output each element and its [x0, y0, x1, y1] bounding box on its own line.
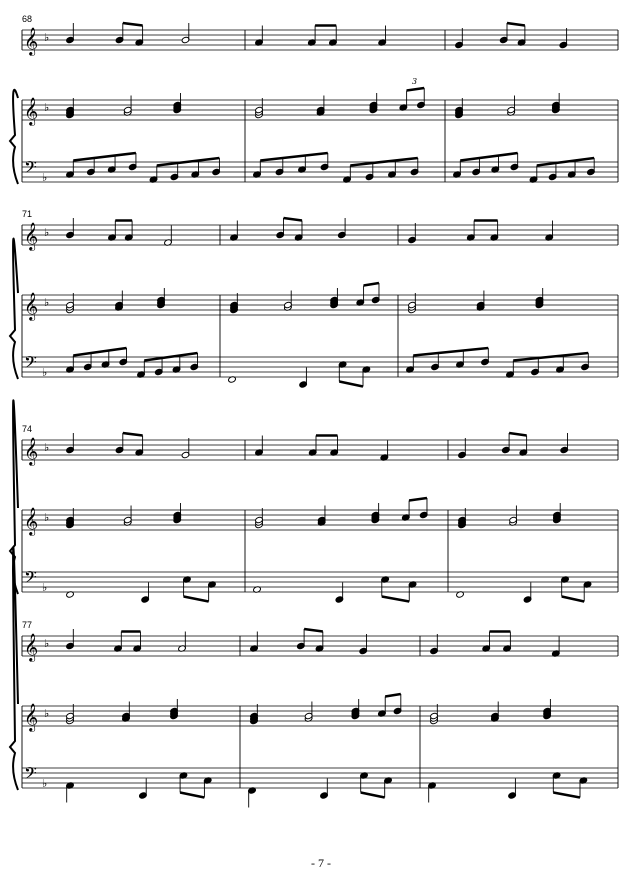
tuplet-number: 3	[412, 77, 418, 86]
beam	[509, 433, 527, 436]
bass-clef: 𝄢	[24, 763, 37, 787]
beam	[304, 629, 323, 632]
beam	[407, 88, 425, 91]
measure-number: 74	[22, 424, 33, 434]
system-2	[10, 209, 618, 388]
flat-sign: ♭	[42, 777, 48, 790]
system-3	[10, 400, 618, 603]
bass-clef: 𝄢	[24, 157, 37, 181]
piano-brace	[10, 90, 18, 184]
beam	[184, 597, 209, 602]
beam	[562, 597, 585, 602]
piano-brace	[10, 239, 18, 379]
flat-sign: ♭	[44, 441, 50, 454]
treble-clef: 𝄞	[24, 507, 39, 535]
flat-sign: ♭	[44, 101, 50, 114]
beam	[553, 793, 580, 798]
flat-sign: ♭	[44, 707, 50, 720]
beam	[123, 433, 143, 436]
flat-sign: ♭	[42, 581, 48, 594]
beam	[361, 793, 385, 798]
beam	[73, 153, 136, 161]
beam	[413, 348, 488, 356]
measure-number: 68	[22, 14, 33, 24]
measure-number: 77	[22, 620, 33, 630]
beam	[409, 498, 427, 501]
beam	[73, 348, 126, 356]
system-1	[10, 14, 618, 184]
flat-sign: ♭	[44, 31, 50, 44]
treble-clef: 𝄞	[24, 27, 39, 55]
flat-sign: ♭	[44, 226, 50, 239]
beam	[260, 153, 328, 161]
flat-sign: ♭	[42, 171, 48, 184]
treble-clef: 𝄞	[24, 633, 39, 661]
beam	[339, 382, 363, 387]
measure-number: 71	[22, 209, 33, 219]
treble-clef: 𝄞	[24, 97, 39, 125]
beam	[507, 23, 525, 26]
beam	[364, 283, 379, 286]
flat-sign: ♭	[44, 637, 50, 650]
treble-clef: 𝄞	[24, 222, 39, 250]
treble-clef: 𝄞	[24, 292, 39, 320]
bass-clef: 𝄢	[24, 352, 37, 376]
bass-clef: 𝄢	[24, 567, 37, 591]
treble-clef: 𝄞	[24, 437, 39, 465]
system-4	[10, 548, 618, 808]
flat-sign: ♭	[44, 296, 50, 309]
page-number: - 7 -	[311, 856, 331, 870]
beam	[123, 23, 143, 26]
flat-sign: ♭	[44, 511, 50, 524]
beam	[382, 597, 409, 602]
beam	[385, 694, 401, 697]
flat-sign: ♭	[42, 366, 48, 379]
beam	[460, 153, 517, 161]
treble-clef: 𝄞	[24, 703, 39, 731]
piano-brace	[10, 548, 18, 790]
beam	[284, 218, 302, 221]
beam	[180, 793, 204, 798]
